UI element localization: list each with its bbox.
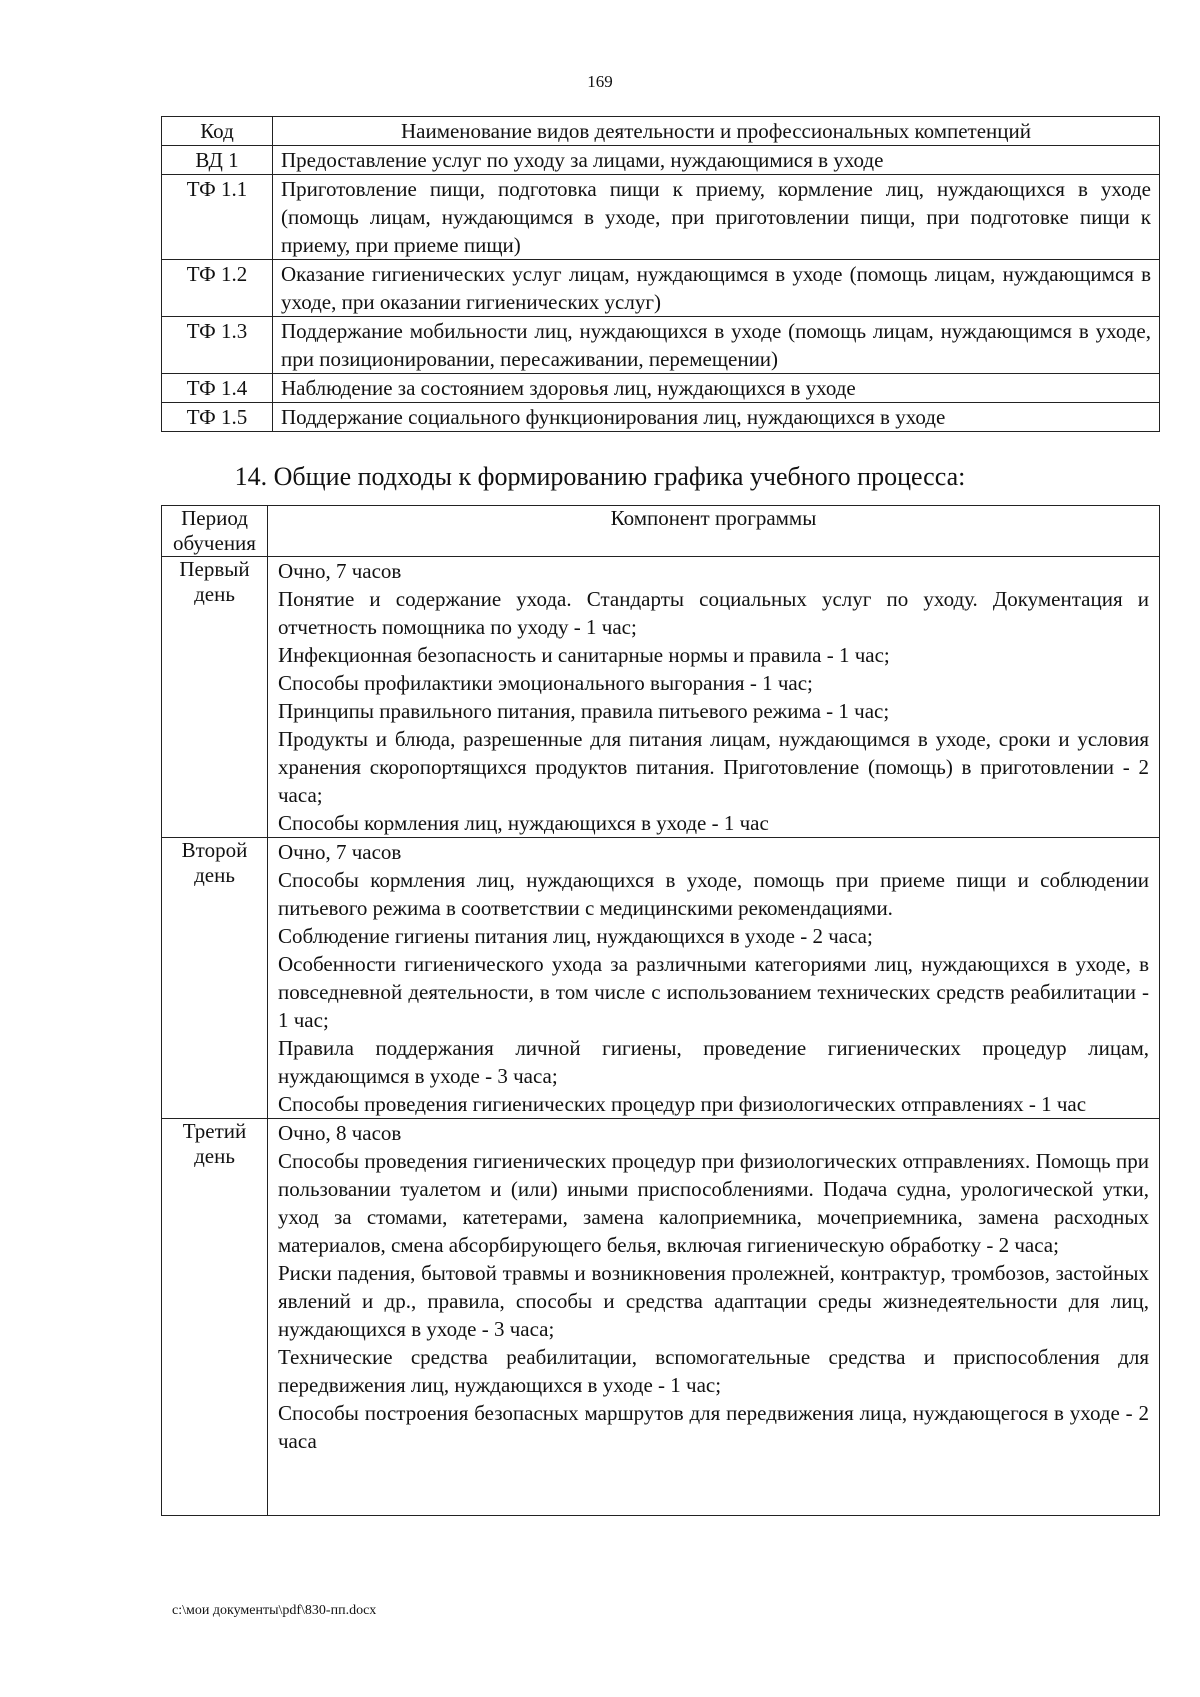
content-line: Очно, 8 часов [278, 1121, 402, 1145]
row-code: ТФ 1.1 [162, 175, 273, 260]
row-code: ТФ 1.4 [162, 374, 273, 403]
row-text: Поддержание мобильности лиц, нуждающихся в уходе (помощь лицам, нуждающимся в уходе, при позиционировании, пересаживании, перемещении) [273, 317, 1160, 374]
row-content [268, 838, 1160, 1119]
page-number: 169 [587, 72, 613, 91]
table-row [162, 374, 1160, 403]
table-row [162, 1119, 1160, 1516]
content-line: Очно, 7 часов [278, 840, 402, 864]
header-period: Период обучения [162, 506, 268, 557]
table-header-row [162, 506, 1160, 557]
content-line: Понятие и содержание ухода. Стандарты социальных услуг по уходу. Документация и отчетность помощника по уходу - 1 час; [278, 587, 1149, 639]
table-row [162, 557, 1160, 838]
table-row [162, 838, 1160, 1119]
content-line: Соблюдение гигиены питания лиц, нуждающихся в уходе - 2 часа; [278, 924, 873, 948]
section-title: 14. Общие подходы к формированию графика учебного процесса: [234, 462, 966, 491]
row-content [268, 557, 1160, 838]
row-code: ТФ 1.2 [162, 260, 273, 317]
row-text: Поддержание социального функционирования лиц, нуждающихся в уходе [273, 403, 1160, 432]
row-period: Третий день [162, 1119, 268, 1516]
row-text: Оказание гигиенических услуг лицам, нуждающимся в уходе (помощь лицам, нуждающимся в уходе, при оказании гигиенических услуг) [273, 260, 1160, 317]
content-line: Способы кормления лиц, нуждающихся в уходе, помощь при приеме пищи и соблюдении питьевого режима в соответствии с медицинскими рекомендациями. [278, 868, 1149, 920]
table-row [162, 146, 1160, 175]
content-line: Способы профилактики эмоционального выгорания - 1 час; [278, 671, 813, 695]
row-text: Приготовление пищи, подготовка пищи к приему, кормление лиц, нуждающихся в уходе (помощь лицам, нуждающимся в уходе, при приготовлении пищи, при подготовке пищи к приему, при приеме пищи) [273, 175, 1160, 260]
content-line: Способы проведения гигиенических процедур при физиологических отправлениях. Помощь при пользовании туалетом и (или) иными приспособлениями. Подача судна, урологической утки, уход за стомами, катетерами, замена калоприемника, мочеприемника, замена расходных материалов, смена абсорбирующего белья, включая гигиеническую обработку - 2 часа; [278, 1149, 1149, 1257]
row-text: Предоставление услуг по уходу за лицами, нуждающимися в уходе [273, 146, 1160, 175]
header-code: Код [162, 117, 273, 146]
table-row [162, 403, 1160, 432]
table-row [162, 260, 1160, 317]
row-code: ТФ 1.5 [162, 403, 273, 432]
row-code: ВД 1 [162, 146, 273, 175]
content-line: Продукты и блюда, разрешенные для питания лицам, нуждающимся в уходе, сроки и условия хранения скоропортящихся продуктов питания. Приготовление (помощь) в приготовлении - 2 часа; [278, 727, 1149, 807]
header-name: Наименование видов деятельности и профессиональных компетенций [273, 117, 1160, 146]
content-line: Способы построения безопасных маршрутов для передвижения лица, нуждающегося в уходе - 2 часа [278, 1401, 1149, 1453]
content-line: Риски падения, бытовой травмы и возникновения пролежней, контрактур, тромбозов, застойных явлений и др., правила, способы и средства адаптации среды жизнедеятельности для лиц, нуждающихся в уходе - 3 часа; [278, 1261, 1149, 1341]
competencies-table [161, 116, 1160, 432]
content-line: Очно, 7 часов [278, 559, 402, 583]
header-component: Компонент программы [268, 506, 1160, 557]
table-row [162, 317, 1160, 374]
content-line: Особенности гигиенического ухода за различными категориями лиц, нуждающихся в уходе, в повседневной деятельности, в том числе с использованием технических средств реабилитации - 1 час; [278, 952, 1149, 1032]
content-line: Технические средства реабилитации, вспомогательные средства и приспособления для передвижения лиц, нуждающихся в уходе - 1 час; [278, 1345, 1149, 1397]
row-code: ТФ 1.3 [162, 317, 273, 374]
content-line: Способы проведения гигиенических процедур при физиологических отправлениях - 1 час [278, 1092, 1087, 1116]
content-line: Принципы правильного питания, правила питьевого режима - 1 час; [278, 699, 890, 723]
table-row [162, 175, 1160, 260]
schedule-table [161, 505, 1160, 1516]
row-period: Второй день [162, 838, 268, 1119]
content-line: Правила поддержания личной гигиены, проведение гигиенических процедур лицам, нуждающимся в уходе - 3 часа; [278, 1036, 1149, 1088]
row-content [268, 1119, 1160, 1516]
content-line: Инфекционная безопасность и санитарные нормы и правила - 1 час; [278, 643, 890, 667]
row-text: Наблюдение за состоянием здоровья лиц, нуждающихся в уходе [273, 374, 1160, 403]
footer-file-path: c:\мои документы\pdf\830-пп.docx [172, 1603, 377, 1618]
table-header-row [162, 117, 1160, 146]
row-period: Первый день [162, 557, 268, 838]
content-line: Способы кормления лиц, нуждающихся в уходе - 1 час [278, 811, 769, 835]
